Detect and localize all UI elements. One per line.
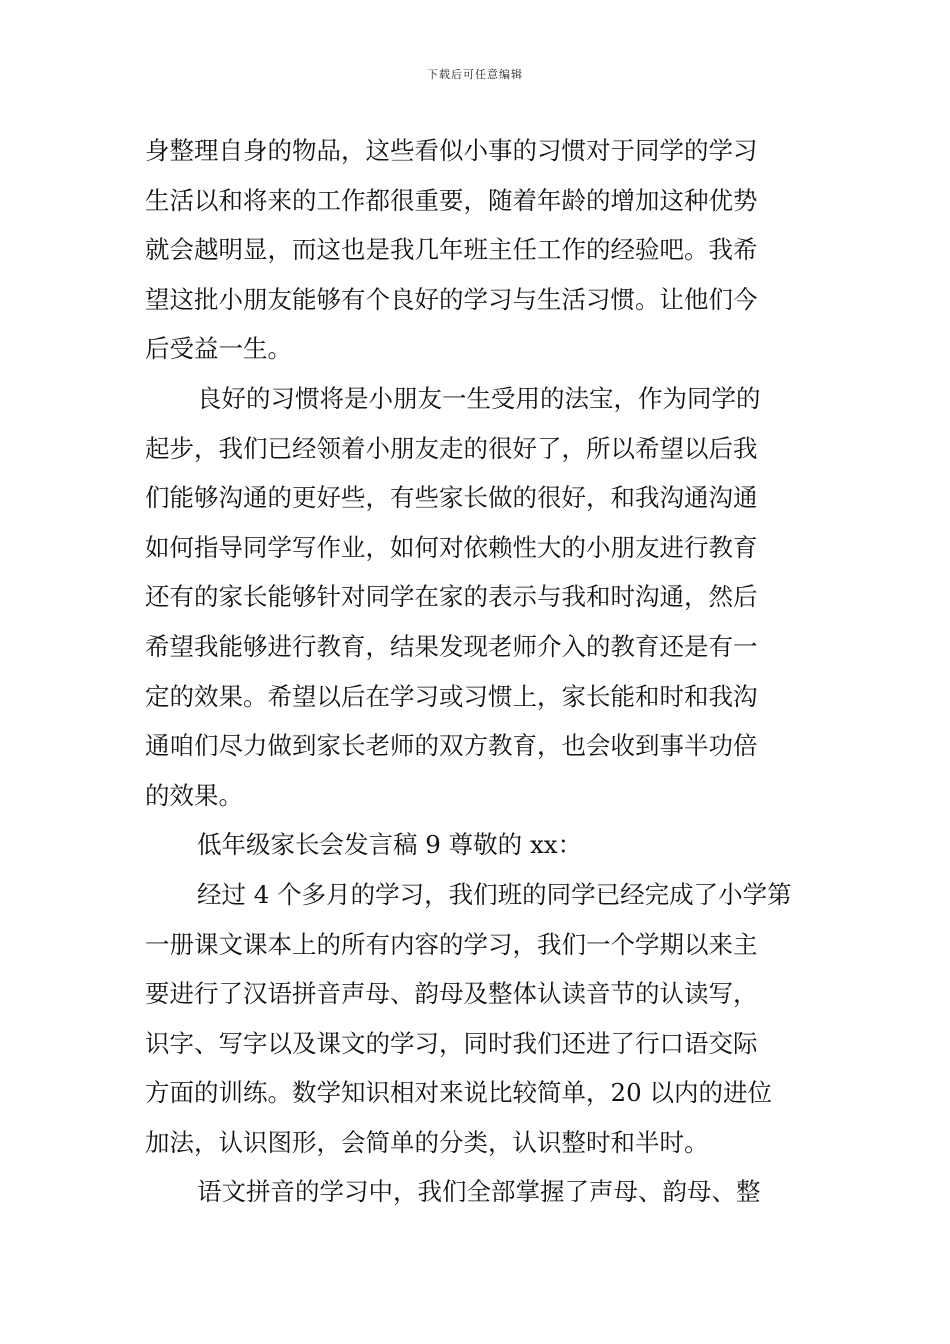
text-line: 定的效果。希望以后在学习或习惯上，家长能和时和我沟 — [145, 681, 758, 711]
text-line: 们能够沟通的更好些，有些家长做的很好，和我沟通沟通 — [145, 483, 758, 513]
text-line: 起步，我们已经领着小朋友走的很好了，所以希望以后我 — [145, 433, 758, 463]
text-line: 就会越明显，而这也是我几年班主任工作的经验吧。我希 — [145, 235, 758, 265]
text-line: 希望我能够进行教育，结果发现老师介入的教育还是有一 — [145, 631, 758, 661]
text-line: 通咱们尽力做到家长老师的双方教育，也会收到事半功倍 — [145, 731, 758, 761]
paragraph-first-line: 语文拼音的学习中，我们全部掌握了声母、韵母、整 — [197, 1177, 761, 1207]
text-line: 望这批小朋友能够有个良好的学习与生活习惯。让他们今 — [145, 284, 758, 314]
text-line: 身整理自身的物品，这些看似小事的习惯对于同学的学习 — [145, 136, 758, 165]
text-line: 识字、写字以及课文的学习，同时我们还进了行口语交际 — [145, 1028, 758, 1058]
paragraph-first-line: 经过 4 个多月的学习，我们班的同学已经完成了小学第 — [197, 879, 792, 909]
text-line: 的效果。 — [145, 780, 243, 810]
text-line: 后受益一生。 — [145, 334, 292, 364]
text-line: 一册课文课本上的所有内容的学习，我们一个学期以来主 — [145, 929, 758, 959]
text-line: 加法，认识图形，会简单的分类，认识整时和半时。 — [145, 1127, 709, 1157]
paragraph-first-line: 良好的习惯将是小朋友一生受用的法宝，作为同学的 — [197, 383, 761, 413]
text-line: 还有的家长能够针对同学在家的表示与我和时沟通，然后 — [145, 582, 758, 612]
section-heading-line: 低年级家长会发言稿 9 尊敬的 xx： — [197, 830, 583, 860]
text-line: 生活以和将来的工作都很重要，随着年龄的增加这种优势 — [145, 185, 758, 215]
document-body — [145, 126, 807, 1217]
page-header-note: 下载后可任意编辑 — [427, 68, 523, 81]
text-line: 如何指导同学写作业，如何对依赖性大的小朋友进行教育 — [145, 532, 758, 562]
text-line: 要进行了汉语拼音声母、韵母及整体认读音节的认读写， — [145, 979, 758, 1009]
text-line: 方面的训练。数学知识相对来说比较简单，20 以内的进位 — [145, 1078, 772, 1108]
